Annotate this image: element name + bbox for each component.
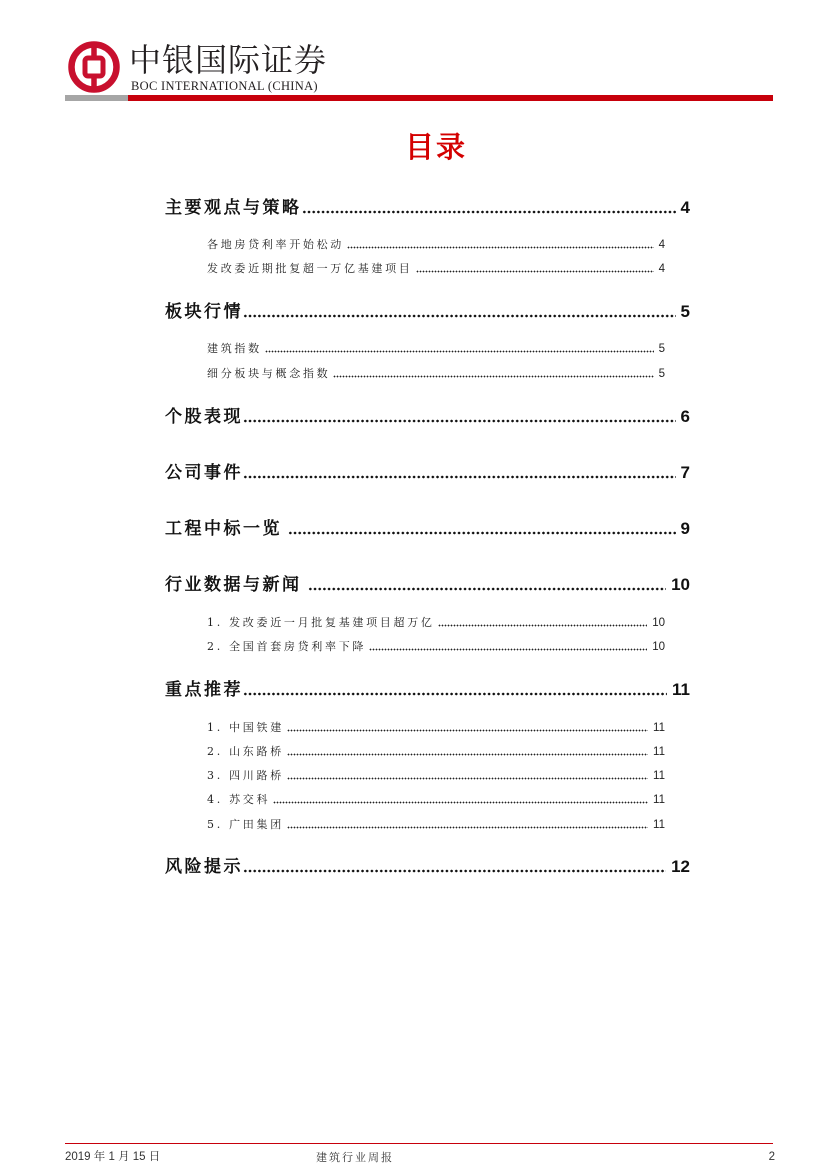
toc-dot-leader <box>243 692 667 696</box>
toc-page-number: 4 <box>680 198 690 217</box>
toc-subsection-entry[interactable] <box>207 792 665 808</box>
footer-divider <box>65 1143 773 1144</box>
toc-entry-title: 各地房贷利率开始松动 <box>207 238 344 251</box>
page-title: 目录 <box>404 130 467 164</box>
toc-dot-leader <box>243 419 676 423</box>
toc-subsection-entry[interactable] <box>207 366 665 382</box>
toc-page-number: 4 <box>658 239 665 251</box>
toc-entry-title: 发改委近期批复超一万亿基建项目 <box>207 262 413 275</box>
toc-page-number: 11 <box>653 794 665 806</box>
toc-section-entry[interactable] <box>165 406 690 428</box>
toc-dot-leader <box>308 587 667 591</box>
toc-page-number: 5 <box>680 302 690 321</box>
toc-subsection-entry[interactable] <box>207 615 665 631</box>
toc-entry-title: 2. 山东路桥 <box>207 745 284 758</box>
toc-entry-title: 3. 四川路桥 <box>207 769 284 782</box>
toc-entry-title: 行业数据与新闻 <box>165 575 302 595</box>
toc-page-number: 4 <box>658 263 665 275</box>
header-divider-grey <box>65 95 128 101</box>
toc-page-number: 9 <box>680 519 690 538</box>
toc-dot-leader <box>287 777 648 780</box>
brand-name-english: BOC INTERNATIONAL (CHINA) <box>131 79 318 93</box>
toc-page-number: 11 <box>672 680 690 699</box>
toc-entry-title: 1. 发改委近一月批复基建项目超万亿 <box>207 616 435 629</box>
toc-page-number: 11 <box>653 819 665 831</box>
toc-page-number: 7 <box>680 463 690 482</box>
toc-subsection-entry[interactable] <box>207 768 665 784</box>
toc-dot-leader <box>288 531 676 535</box>
toc-entry-title: 5. 广田集团 <box>207 818 284 831</box>
toc-dot-leader <box>416 270 654 273</box>
toc-dot-leader <box>438 624 648 627</box>
toc-section-entry[interactable] <box>165 856 690 878</box>
boc-logo-icon <box>68 41 120 93</box>
toc-entry-title: 建筑指数 <box>207 342 262 355</box>
toc-entry-title: 个股表现 <box>165 407 243 427</box>
toc-page-number: 6 <box>680 407 690 426</box>
toc-subsection-entry[interactable] <box>207 261 665 277</box>
toc-subsection-entry[interactable] <box>207 639 665 655</box>
toc-section-entry[interactable] <box>165 574 690 596</box>
toc-entry-title: 公司事件 <box>165 463 243 483</box>
toc-page-number: 10 <box>671 575 690 594</box>
toc-dot-leader <box>369 648 647 651</box>
toc-dot-leader <box>302 210 676 214</box>
toc-section-entry[interactable] <box>165 197 690 219</box>
toc-page-number: 5 <box>658 368 665 380</box>
toc-page-number: 10 <box>652 617 665 629</box>
brand-name-chinese: 中银国际证券 <box>129 41 328 79</box>
toc-entry-title: 4. 苏交科 <box>207 793 271 806</box>
toc-section-entry[interactable] <box>165 462 690 484</box>
toc-entry-title: 2. 全国首套房贷利率下降 <box>207 640 367 653</box>
toc-page-number: 5 <box>658 343 665 355</box>
toc-dot-leader <box>243 475 676 479</box>
toc-subsection-entry[interactable] <box>207 237 665 253</box>
toc-dot-leader <box>265 350 654 353</box>
toc-dot-leader <box>243 314 676 318</box>
toc-page-number: 11 <box>653 770 665 782</box>
toc-entry-title: 主要观点与策略 <box>165 198 302 218</box>
toc-dot-leader <box>347 246 654 249</box>
toc-entry-title: 工程中标一览 <box>165 519 282 539</box>
footer-page-number: 2 <box>768 1151 775 1163</box>
toc-entry-title: 风险提示 <box>165 857 243 877</box>
toc-entry-title: 细分板块与概念指数 <box>207 367 331 380</box>
toc-page-number: 12 <box>671 857 690 876</box>
toc-subsection-entry[interactable] <box>207 341 665 357</box>
toc-subsection-entry[interactable] <box>207 744 665 760</box>
toc-entry-title: 1. 中国铁建 <box>207 721 284 734</box>
toc-entry-title: 重点推荐 <box>165 680 243 700</box>
toc-section-entry[interactable] <box>165 301 690 323</box>
toc-page-number: 11 <box>653 722 665 734</box>
toc-subsection-entry[interactable] <box>207 720 665 736</box>
toc-page-number: 10 <box>652 641 665 653</box>
header-divider-red <box>128 95 773 101</box>
footer-report-name: 建筑行业周报 <box>316 1151 394 1164</box>
toc-section-entry[interactable] <box>165 518 690 540</box>
toc-dot-leader <box>273 801 648 804</box>
toc-dot-leader <box>287 729 648 732</box>
toc-dot-leader <box>287 826 648 829</box>
toc-subsection-entry[interactable] <box>207 817 665 833</box>
toc-section-entry[interactable] <box>165 679 690 701</box>
boc-logo-graphic <box>68 41 120 93</box>
toc-entry-title: 板块行情 <box>165 302 243 322</box>
footer-date: 2019 年 1 月 15 日 <box>65 1151 161 1163</box>
toc-page-number: 11 <box>653 746 665 758</box>
toc-dot-leader <box>333 375 653 378</box>
toc-dot-leader <box>243 869 666 873</box>
toc-dot-leader <box>287 753 648 756</box>
